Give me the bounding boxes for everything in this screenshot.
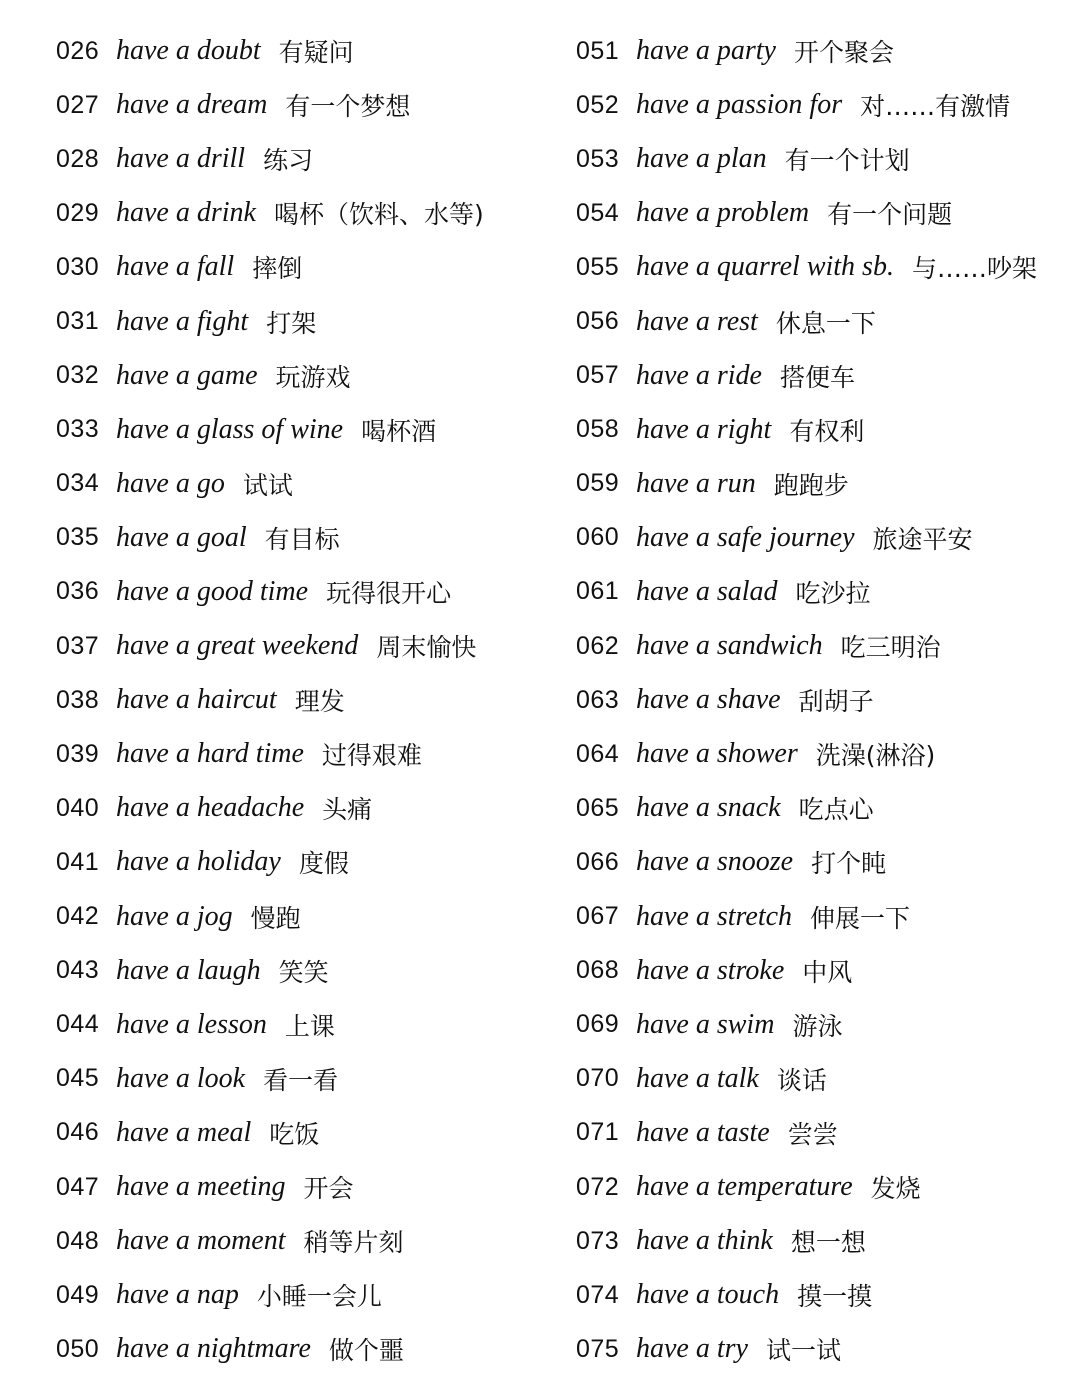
phrase-entry: [576, 240, 1080, 294]
phrase-entry: [576, 781, 1080, 835]
entry-number: 027: [56, 90, 100, 119]
entry-number: 054: [576, 198, 620, 227]
entry-number: 034: [56, 469, 100, 498]
phrase-entry: [56, 1052, 566, 1106]
english-phrase: have a quarrel with sb.: [636, 251, 894, 283]
english-phrase: have a safe journey: [636, 521, 855, 553]
chinese-meaning: 对……有激情: [860, 92, 1011, 122]
entry-number: 052: [576, 90, 620, 119]
english-phrase: have a party: [636, 35, 776, 67]
chinese-meaning: 笑笑: [278, 957, 329, 987]
phrase-entry: [576, 835, 1080, 889]
phrase-entry: [56, 565, 566, 619]
phrase-entry: [576, 565, 1080, 619]
phrase-entry: [56, 186, 566, 240]
entry-number: 059: [576, 469, 620, 498]
phrase-entry: [56, 998, 566, 1052]
phrase-entry: [56, 1214, 566, 1268]
chinese-meaning: 跑跑步: [773, 470, 849, 500]
entry-number: 046: [56, 1118, 100, 1147]
english-phrase: have a meal: [116, 1116, 252, 1148]
english-phrase: have a taste: [636, 1116, 770, 1148]
entry-number: 061: [576, 577, 620, 606]
chinese-meaning: 尝尝: [787, 1119, 838, 1149]
phrase-entry: [56, 240, 566, 294]
chinese-meaning: 打个盹: [811, 849, 887, 879]
entry-number: 056: [576, 307, 620, 336]
entry-number: 051: [576, 36, 620, 65]
english-phrase: have a shower: [636, 738, 798, 770]
phrase-entry: [56, 132, 566, 186]
chinese-meaning: 练习: [263, 146, 314, 176]
entry-number: 033: [56, 415, 100, 444]
chinese-meaning: 休息一下: [775, 308, 876, 338]
right-phrase-column: [576, 24, 1080, 1376]
entry-number: 069: [576, 1010, 620, 1039]
entry-number: 035: [56, 523, 100, 552]
chinese-meaning: 玩得很开心: [326, 578, 452, 608]
chinese-meaning: 吃三明治: [840, 633, 941, 663]
english-phrase: have a touch: [636, 1279, 780, 1311]
chinese-meaning: 发烧: [870, 1174, 921, 1204]
chinese-meaning: 度假: [298, 849, 349, 879]
chinese-meaning: 旅途平安: [872, 524, 973, 554]
phrase-entry: [56, 673, 566, 727]
phrase-entry: [576, 673, 1080, 727]
phrase-entry: [56, 294, 566, 348]
entry-number: 031: [56, 307, 100, 336]
entry-number: 032: [56, 361, 100, 390]
entry-number: 070: [576, 1064, 620, 1093]
phrase-entry: [576, 1322, 1080, 1376]
phrase-entry: [56, 1322, 566, 1376]
phrase-entry: [576, 403, 1080, 457]
english-phrase: have a run: [636, 467, 756, 499]
entry-number: 055: [576, 252, 620, 281]
english-phrase: have a snack: [636, 792, 781, 824]
english-phrase: have a great weekend: [116, 630, 359, 662]
entry-number: 042: [56, 902, 100, 931]
english-phrase: have a right: [636, 413, 772, 445]
english-phrase: have a look: [116, 1062, 246, 1094]
phrase-entry: [56, 457, 566, 511]
chinese-meaning: 喝杯酒: [361, 416, 437, 446]
entry-number: 068: [576, 956, 620, 985]
english-phrase: have a ride: [636, 359, 762, 391]
chinese-meaning: 中风: [802, 957, 853, 987]
chinese-meaning: 小睡一会儿: [256, 1282, 382, 1312]
phrase-entry: [56, 835, 566, 889]
chinese-meaning: 摔倒: [252, 254, 303, 284]
entry-number: 075: [576, 1334, 620, 1363]
phrase-entry: [576, 511, 1080, 565]
chinese-meaning: 喝杯（饮料、水等): [273, 200, 484, 230]
entry-number: 030: [56, 252, 100, 281]
entry-number: 026: [56, 36, 100, 65]
english-phrase: have a temperature: [636, 1171, 853, 1203]
english-phrase: have a go: [116, 467, 225, 499]
english-phrase: have a haircut: [116, 684, 277, 716]
chinese-meaning: 有一个计划: [784, 146, 910, 176]
phrase-entry: [56, 24, 566, 78]
english-phrase: have a rest: [636, 305, 758, 337]
chinese-meaning: 周末愉快: [376, 633, 477, 663]
entry-number: 073: [576, 1226, 620, 1255]
phrase-entry: [576, 727, 1080, 781]
chinese-meaning: 摸一摸: [797, 1282, 873, 1312]
chinese-meaning: 吃点心: [798, 795, 874, 825]
chinese-meaning: 上课: [284, 1011, 335, 1041]
chinese-meaning: 玩游戏: [275, 362, 351, 392]
entry-number: 048: [56, 1226, 100, 1255]
phrase-entry: [56, 511, 566, 565]
chinese-meaning: 有一个梦想: [285, 92, 411, 122]
phrase-entry: [56, 944, 566, 998]
phrase-entry: [56, 781, 566, 835]
entry-number: 029: [56, 198, 100, 227]
chinese-meaning: 洗澡(淋浴): [815, 741, 936, 771]
english-phrase: have a talk: [636, 1062, 759, 1094]
entry-number: 039: [56, 739, 100, 768]
chinese-meaning: 有疑问: [278, 38, 354, 68]
chinese-meaning: 慢跑: [250, 903, 301, 933]
phrase-entry: [576, 1106, 1080, 1160]
left-phrase-column: [56, 24, 566, 1376]
chinese-meaning: 开个聚会: [793, 38, 894, 68]
chinese-meaning: 伸展一下: [810, 903, 911, 933]
phrase-entry: [576, 890, 1080, 944]
english-phrase: have a glass of wine: [116, 413, 344, 445]
english-phrase: have a drink: [116, 197, 256, 229]
english-phrase: have a nightmare: [116, 1333, 311, 1365]
entry-number: 043: [56, 956, 100, 985]
english-phrase: have a dream: [116, 89, 268, 121]
english-phrase: have a try: [636, 1333, 748, 1365]
phrase-entry: [576, 457, 1080, 511]
chinese-meaning: 开会: [303, 1174, 354, 1204]
chinese-meaning: 头痛: [322, 795, 373, 825]
entry-number: 058: [576, 415, 620, 444]
entry-number: 074: [576, 1280, 620, 1309]
phrase-entry: [576, 619, 1080, 673]
phrase-entry: [576, 998, 1080, 1052]
entry-number: 037: [56, 631, 100, 660]
english-phrase: have a swim: [636, 1008, 775, 1040]
chinese-meaning: 刮胡子: [798, 687, 874, 717]
phrase-entry: [576, 132, 1080, 186]
chinese-meaning: 有目标: [264, 524, 340, 554]
english-phrase: have a laugh: [116, 954, 261, 986]
english-phrase: have a lesson: [116, 1008, 267, 1040]
phrase-entry: [56, 1106, 566, 1160]
entry-number: 047: [56, 1172, 100, 1201]
entry-number: 064: [576, 739, 620, 768]
chinese-meaning: 打架: [266, 308, 317, 338]
phrase-entry: [576, 1052, 1080, 1106]
entry-number: 028: [56, 144, 100, 173]
phrase-entry: [56, 890, 566, 944]
chinese-meaning: 谈话: [776, 1065, 827, 1095]
entry-number: 072: [576, 1172, 620, 1201]
entry-number: 071: [576, 1118, 620, 1147]
english-phrase: have a goal: [116, 521, 247, 553]
phrase-entry: [56, 78, 566, 132]
chinese-meaning: 搭便车: [779, 362, 855, 392]
chinese-meaning: 看一看: [263, 1065, 339, 1095]
entry-number: 067: [576, 902, 620, 931]
phrase-entry: [56, 727, 566, 781]
phrase-entry: [576, 1268, 1080, 1322]
phrase-entry: [576, 24, 1080, 78]
chinese-meaning: 稍等片刻: [303, 1228, 404, 1258]
english-phrase: have a plan: [636, 143, 767, 175]
chinese-meaning: 试试: [242, 470, 293, 500]
english-phrase: have a hard time: [116, 738, 304, 770]
english-phrase: have a shave: [636, 684, 781, 716]
english-phrase: have a problem: [636, 197, 810, 229]
entry-number: 036: [56, 577, 100, 606]
phrase-entry: [56, 619, 566, 673]
entry-number: 060: [576, 523, 620, 552]
phrase-entry: [576, 944, 1080, 998]
english-phrase: have a think: [636, 1225, 773, 1257]
english-phrase: have a jog: [116, 900, 233, 932]
phrase-entry: [576, 78, 1080, 132]
entry-number: 049: [56, 1280, 100, 1309]
phrase-entry: [56, 1160, 566, 1214]
entry-number: 065: [576, 793, 620, 822]
english-phrase: have a nap: [116, 1279, 239, 1311]
english-phrase: have a stroke: [636, 954, 785, 986]
phrase-entry: [576, 349, 1080, 403]
english-phrase: have a fall: [116, 251, 235, 283]
entry-number: 044: [56, 1010, 100, 1039]
entry-number: 050: [56, 1334, 100, 1363]
entry-number: 057: [576, 361, 620, 390]
phrase-entry: [576, 1214, 1080, 1268]
chinese-meaning: 游泳: [792, 1011, 843, 1041]
chinese-meaning: 试一试: [765, 1336, 841, 1366]
phrase-entry: [56, 349, 566, 403]
chinese-meaning: 过得艰难: [321, 741, 422, 771]
entry-number: 063: [576, 685, 620, 714]
entry-number: 045: [56, 1064, 100, 1093]
chinese-meaning: 有一个问题: [827, 200, 953, 230]
phrase-entry: [576, 186, 1080, 240]
english-phrase: have a passion for: [636, 89, 843, 121]
entry-number: 062: [576, 631, 620, 660]
phrase-entry: [576, 294, 1080, 348]
english-phrase: have a good time: [116, 575, 309, 607]
entry-number: 066: [576, 847, 620, 876]
chinese-meaning: 吃饭: [269, 1119, 320, 1149]
entry-number: 041: [56, 847, 100, 876]
chinese-meaning: 吃沙拉: [795, 578, 871, 608]
phrase-entry: [576, 1160, 1080, 1214]
english-phrase: have a game: [116, 359, 258, 391]
phrase-entry: [56, 403, 566, 457]
english-phrase: have a sandwich: [636, 630, 823, 662]
english-phrase: have a stretch: [636, 900, 793, 932]
english-phrase: have a snooze: [636, 846, 794, 878]
english-phrase: have a fight: [116, 305, 249, 337]
entry-number: 038: [56, 685, 100, 714]
phrase-entry: [56, 1268, 566, 1322]
entry-number: 040: [56, 793, 100, 822]
chinese-meaning: 理发: [294, 687, 345, 717]
english-phrase: have a moment: [116, 1225, 286, 1257]
chinese-meaning: 做个噩: [328, 1336, 404, 1366]
english-phrase: have a salad: [636, 575, 778, 607]
english-phrase: have a drill: [116, 143, 246, 175]
english-phrase: have a holiday: [116, 846, 281, 878]
english-phrase: have a doubt: [116, 35, 261, 67]
entry-number: 053: [576, 144, 620, 173]
chinese-meaning: 想一想: [790, 1228, 866, 1258]
english-phrase: have a meeting: [116, 1171, 286, 1203]
chinese-meaning: 与……吵架: [911, 254, 1037, 284]
chinese-meaning: 有权利: [789, 416, 865, 446]
english-phrase: have a headache: [116, 792, 305, 824]
